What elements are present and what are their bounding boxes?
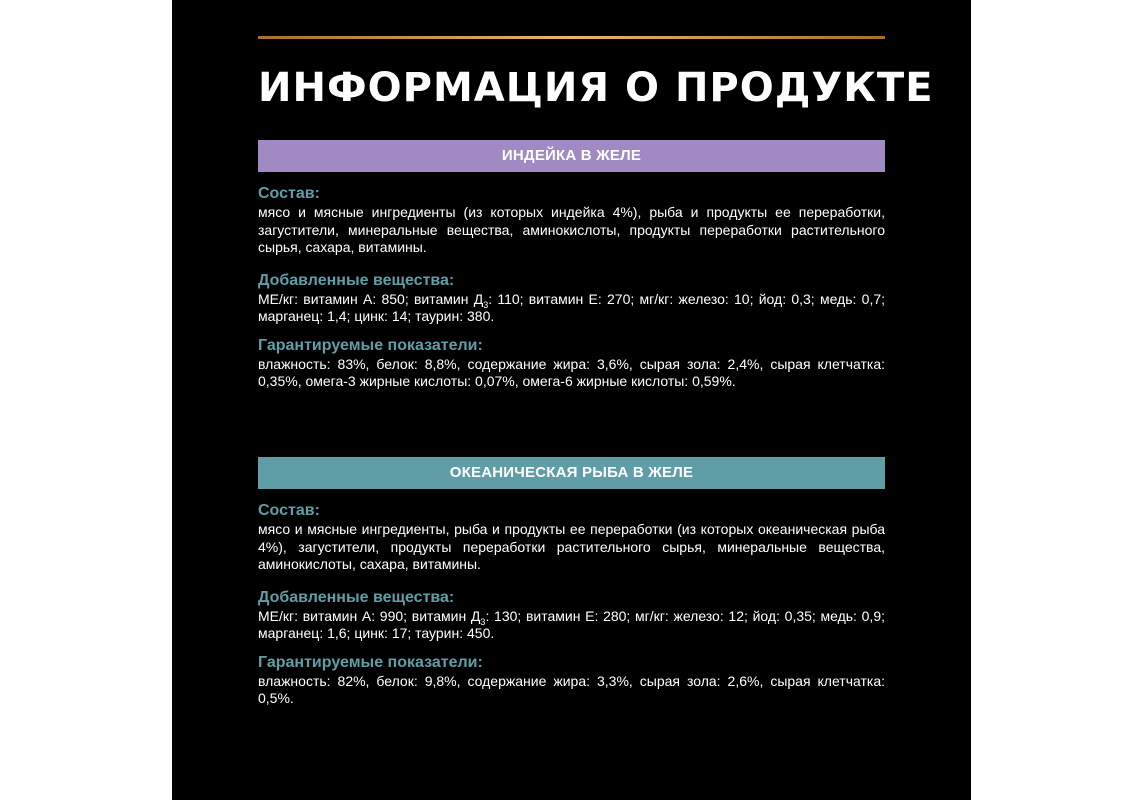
product-section-ocean-fish	[258, 457, 885, 708]
page-title: ИНФОРМАЦИЯ О ПРОДУКТЕ	[258, 65, 934, 111]
product-banner: ИНДЕЙКА В ЖЕЛЕ	[258, 140, 885, 172]
product-info-page	[172, 0, 971, 800]
additives-text: МЕ/кг: витамин А: 850; витамин $Д_3$: 110; витамин Е: 270; мг/кг: железо: 10; йод: 0,3; медь: 0,7; марганец: 1,4; цинк: 14; таурин: 380.	[258, 290, 886, 324]
guaranteed-text: влажность: 83%, белок: 8,8%, содержание жира: 3,6%, сырая зола: 2,4%, сырая клетчатка: 0,35%, омега-3 жирные кислоты: 0,07%, омега-6 жирные кислоты: 0,59%.	[258, 355, 885, 389]
product-section-turkey	[258, 140, 885, 391]
composition-text: мясо и мясные ингредиенты (из которых индейка 4%), рыба и продукты ее переработки, загустители, минеральные вещества, аминокислоты, продукты переработки растительного сырья, сахара, витамины.	[258, 204, 885, 255]
additives-heading: Добавленные вещества:	[258, 271, 455, 289]
guaranteed-text: влажность: 82%, белок: 9,8%, содержание жира: 3,3%, сырая зола: 2,6%, сырая клетчатка: 0,5%.	[258, 672, 885, 706]
guaranteed-heading: Гарантируемые показатели:	[258, 653, 483, 671]
composition-heading: Состав:	[258, 502, 320, 519]
guaranteed-heading: Гарантируемые показатели:	[258, 336, 483, 354]
additives-text: МЕ/кг: витамин А: 990; витамин $Д_3$: 130; витамин Е: 280; мг/кг: железо: 12; йод: 0,35; медь: 0,9; марганец: 1,6; цинк: 17; таурин: 450.	[258, 607, 885, 641]
additives-heading: Добавленные вещества:	[258, 588, 455, 606]
product-banner: ОКЕАНИЧЕСКАЯ РЫБА В ЖЕЛЕ	[258, 457, 885, 489]
composition-text: мясо и мясные ингредиенты, рыба и продукты ее переработки (из которых океаническая рыба 4%), загустители, продукты переработки растительного сырья, минеральные вещества, аминокислоты, сахара, витамины.	[258, 521, 885, 572]
composition-heading: Состав:	[258, 185, 320, 202]
gold-divider	[258, 36, 885, 39]
